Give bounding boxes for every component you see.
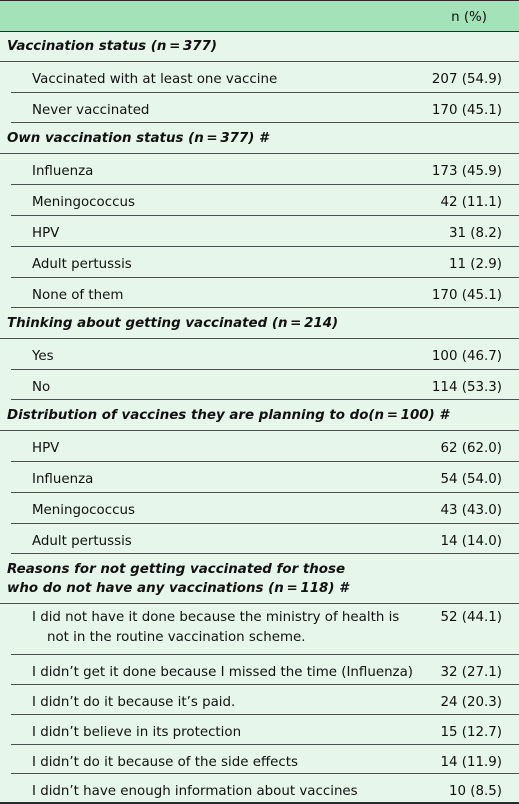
table-row: Meningococcus 43 (43.0) [11,493,519,524]
table-row: HPV 62 (62.0) [11,431,519,462]
table-row: HPV 31 (8.2) [11,216,519,247]
table-header [0,0,519,32]
table-row: Never vaccinated 170 (45.1) [11,93,519,123]
section-header-reasons-not-vaccinated [0,554,519,604]
table-row: I didn’t get it done because I missed the time (Influenza) 32 (27.1) [11,655,519,685]
table-row: Meningococcus 42 (11.1) [11,185,519,216]
section-header-own-vaccination-status: Own vaccination status (n = 377) # [0,123,519,154]
table-row: I didn’t do it because it’s paid. 24 (20.3) [11,685,519,715]
column-header-n-percent: n (%) [451,10,487,25]
section-header-thinking-about-vaccination: Thinking about getting vaccinated (n = 214) [0,308,519,339]
table-row: No 114 (53.3) [11,370,519,400]
table-row: I did not have it done because the ministry of health is not in the routine vaccination scheme. 52 (44.1) [11,604,519,655]
table-row: I didn’t believe in its protection 15 (12.7) [11,715,519,745]
row-label-line2: not in the routine vaccination scheme. [47,630,306,645]
table-row: Adult pertussis 14 (14.0) [11,524,519,554]
section-title-line2: who do not have any vaccinations (n = 118) # [7,581,349,596]
row-label-line1: I did not have it done because the ministry of health is [32,610,400,625]
table-row: None of them 170 (45.1) [11,278,519,308]
table-row: I didn’t do it because of the side effects 14 (11.9) [11,745,519,774]
table-row: Adult pertussis 11 (2.9) [11,247,519,278]
table-row: I didn’t have enough information about vaccines 10 (8.5) [32,784,502,799]
table-row: Influenza 54 (54.0) [11,462,519,493]
section-title-line1: Reasons for not getting vaccinated for those [7,562,346,577]
table-row: Vaccinated with at least one vaccine 207 (54.9) [11,62,519,93]
section-header-vaccination-status: Vaccination status (n = 377) [0,32,519,62]
section-header-planned-vaccines: Distribution of vaccines they are planning to do(n = 100) # [0,400,519,431]
table-row: Influenza 173 (45.9) [11,154,519,185]
table-row: Yes 100 (46.7) [11,339,519,370]
